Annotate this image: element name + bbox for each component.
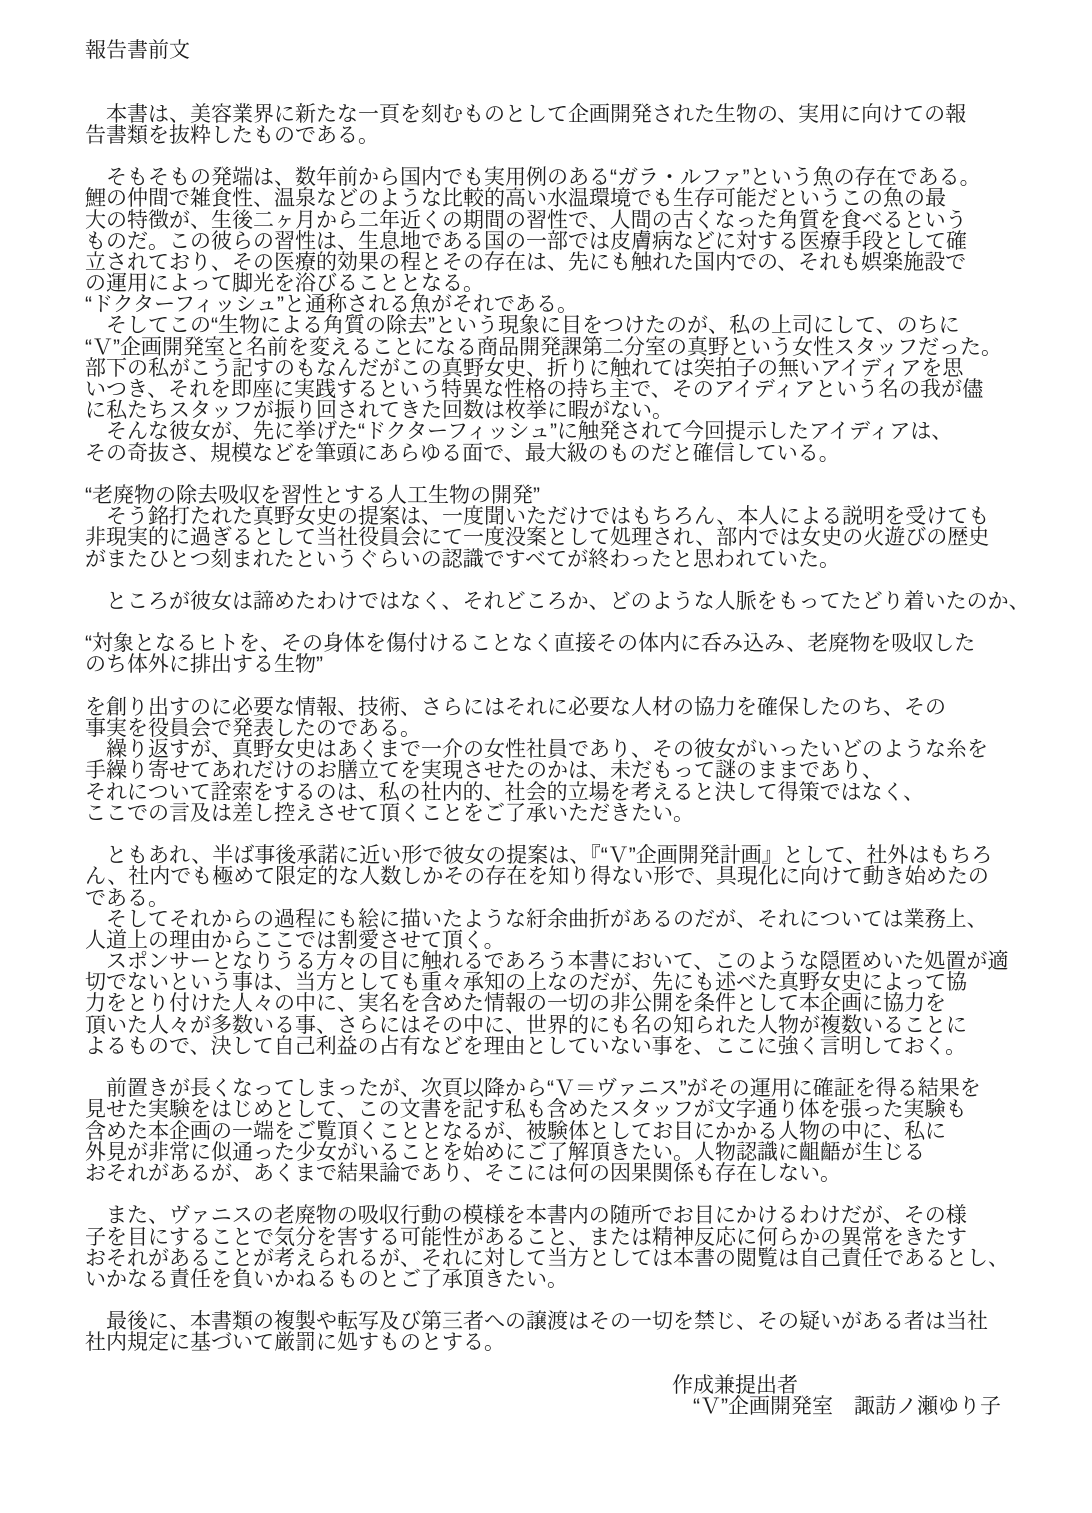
text-line: のち体外に排出する生物” <box>85 653 323 677</box>
text-line: 切でないという事は、当方としても重々承知の上なのだが、先にも述べた真野女史によって協 <box>85 971 967 995</box>
paragraph <box>85 104 1072 146</box>
paragraph <box>85 167 1072 464</box>
text-line: 子を目にすることで気分を害する可能性があること、または精神反応に何らかの異常をきたす <box>85 1225 967 1249</box>
text-line: いつき、それを即座に実践するという特異な性格の持ち主で、そのアイディアという名の我が儘 <box>85 378 984 402</box>
signature-name: “Ｖ”企画開発室 諏訪ノ瀬ゆり子 <box>672 1395 1001 1419</box>
text-line: ここでの言及は差し控えさせて頂くことをご了承いただきたい。 <box>85 801 694 825</box>
text-line: ものだ。この彼らの習性は、生息地である国の一部では皮膚病などに対する医療手段として確 <box>85 229 967 253</box>
text-line: 非現実的に過ぎるとして当社役員会にて一度没案として処理され、部内では女史の火遊びの歴史 <box>85 526 990 550</box>
text-line: “対象となるヒトを、その身体を傷付けることなく直接その体内に呑み込み、老廃物を吸収した <box>85 632 976 656</box>
paragraph <box>85 1205 1072 1290</box>
text-line: 人道上の理由からここでは割愛させて頂く。 <box>85 928 505 952</box>
text-line: 繰り返すが、真野女史はあくまで一介の女性社員であり、その彼女がいったいどのような糸を <box>85 738 988 762</box>
text-line: ともあれ、半ば事後承諾に近い形で彼女の提案は、『“Ｖ”企画開発計画』として、社外はもちろ <box>85 844 993 868</box>
text-line: よるもので、決して自己利益の占有などを理由としていない事を、ここに強く言明しておく。 <box>85 1034 967 1058</box>
paragraph <box>85 1311 1072 1353</box>
text-line: 手繰り寄せてあれだけのお膳立てを実現させたのかは、未だもって謎のままであり、 <box>85 759 883 783</box>
text-line: ところが彼女は諦めたわけではなく、それどころか、どのような人脈をもってたどり着いたのか、 <box>85 589 1030 613</box>
signature-role: 作成兼提出者 <box>672 1373 798 1397</box>
text-line: 最後に、本書類の複製や転写及び第三者への譲渡はその一切を禁じ、その疑いがある者は当社 <box>85 1310 988 1334</box>
text-line: 含めた本企画の一端をご覧頂くこととなるが、被験体としてお目にかかる人物の中に、私に <box>85 1119 946 1143</box>
text-line: 部下の私がこう記すのもなんだがこの真野女史、折りに触れては突拍子の無いアイディアを思 <box>85 356 964 380</box>
text-line: 社内規定に基づいて厳罰に処すものとする。 <box>85 1331 505 1355</box>
paragraph <box>85 591 1072 612</box>
text-line: 事実を役員会で発表したのである。 <box>85 717 421 741</box>
text-line: 頂いた人々が多数いる事、さらにはその中に、世界的にも名の知られた人物が複数いることに <box>85 1013 967 1037</box>
text-line: スポンサーとなりうる方々の目に触れるであろう本書において、このような隠匿めいた処置が適 <box>85 950 1009 974</box>
text-line: がまたひとつ刻まれたというぐらいの認識ですべてが終わったと思われていた。 <box>85 547 840 571</box>
text-line: 力をとり付けた人々の中に、実名を含めた情報の一切の非公開を条件として本企画に協力を <box>85 992 946 1016</box>
paragraph <box>85 845 1072 1057</box>
text-line: そう銘打たれた真野女史の提案は、一度聞いただけではもちろん、本人による説明を受けても <box>85 505 990 529</box>
text-line: に私たちスタッフが振り回されてきた回数は枚挙に暇がない。 <box>85 399 673 423</box>
text-line: それについて詮索をするのは、私の社内的、社会的立場を考えると決して得策ではなく、 <box>85 780 925 804</box>
text-line: 立されており、その医療的効果の程とその存在は、先にも触れた国内での、それも娯楽施設で <box>85 250 967 274</box>
paragraph <box>85 485 1072 570</box>
text-line: 鯉の仲間で雑食性、温泉などのような比較的高い水温環境でも生存可能だというこの魚の最 <box>85 187 946 211</box>
text-line: 見せた実験をはじめとして、この文書を記す私も含めたスタッフが文字通り体を張った実験も <box>85 1098 967 1122</box>
text-line: “ドクターフィッシュ”と通称される魚がそれである。 <box>85 293 578 317</box>
text-line: 大の特徴が、生後二ヶ月から二年近くの期間の習性で、人間の古くなった角質を食べるという <box>85 208 967 232</box>
text-line: 前置きが長くなってしまったが、次頁以降から“Ｖ＝ヴァニス”がその運用に確証を得る結果を <box>85 1077 981 1101</box>
paragraph <box>85 1078 1072 1184</box>
text-line: その奇抜さ、規模などを筆頭にあらゆる面で、最大級のものだと確信している。 <box>85 441 840 465</box>
text-line: 本書は、美容業界に新たな一頁を刻むものとして企画開発された生物の、実用に向けての報 <box>85 102 967 126</box>
text-line: ん、社内でも極めて限定的な人数しかその存在を知り得ない形で、具現化に向けて動き始めたの <box>85 865 989 889</box>
text-line: の運用によって脚光を浴びることとなる。 <box>85 272 484 296</box>
text-line: そしてそれからの過程にも絵に描いたような紆余曲折があるのだが、それについては業務上、 <box>85 907 988 931</box>
paragraph <box>85 633 1072 675</box>
text-line: 外見が非常に似通った少女がいることを始めにご了解頂きたい。人物認識に齟齬が生じる <box>85 1140 925 1164</box>
text-line: また、ヴァニスの老廃物の吸収行動の模様を本書内の随所でお目にかけるわけだが、その様 <box>85 1204 967 1228</box>
text-line: おそれがあることが考えられるが、それに対して当方としては本書の閲覧は自己責任であるとし、 <box>85 1246 1009 1270</box>
document-title: 報告書前文 <box>85 39 190 62</box>
document-body <box>85 104 1072 1354</box>
text-line: そんな彼女が、先に挙げた“ドクターフィッシュ”に触発されて今回提示したアイディアは、 <box>85 420 953 444</box>
text-line: である。 <box>85 886 169 910</box>
text-line: 告書類を抜粋したものである。 <box>85 123 379 147</box>
text-line: “老廃物の除去吸収を習性とする人工生物の開発” <box>85 483 540 507</box>
text-line: そしてこの“生物による角質の除去”という現象に目をつけたのが、私の上司にして、のちに <box>85 314 960 338</box>
signature-block <box>672 1375 1072 1417</box>
text-line: いかなる責任を負いかねるものとご了承頂きたい。 <box>85 1267 568 1291</box>
text-line: を創り出すのに必要な情報、技術、さらにはそれに必要な人材の協力を確保したのち、その <box>85 695 946 719</box>
text-line: おそれがあるが、あくまで結果論であり、そこには何の因果関係も存在しない。 <box>85 1161 841 1185</box>
text-line: “Ｖ”企画開発室と名前を変えることになる商品開発課第二分室の真野という女性スタッフだった。 <box>85 335 1002 359</box>
paragraph <box>85 697 1072 824</box>
text-line: そもそもの発端は、数年前から国内でも実用例のある“ガラ・ルファ”という魚の存在である。 <box>85 166 981 190</box>
